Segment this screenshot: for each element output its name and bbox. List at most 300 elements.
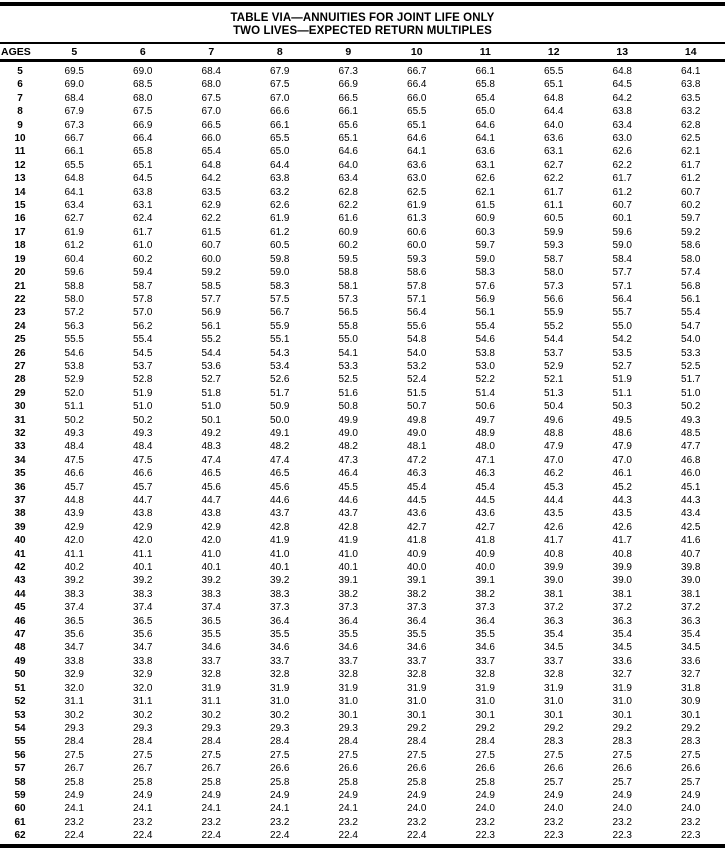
- multiple-cell: 58.8: [64, 280, 84, 292]
- multiple-cell: 51.6: [338, 387, 358, 399]
- age-cell: 61: [14, 816, 26, 828]
- table-row: [0, 601, 725, 614]
- age-cell: 28: [14, 374, 26, 386]
- multiple-cell: 62.5: [681, 133, 701, 145]
- multiple-cell: 62.7: [544, 159, 564, 171]
- table-row: [0, 507, 725, 520]
- multiple-cell: 24.1: [201, 803, 221, 815]
- multiple-cell: 66.5: [338, 92, 358, 104]
- multiple-cell: 39.2: [64, 575, 84, 587]
- multiple-cell: 42.6: [612, 521, 632, 533]
- age-cell: 43: [14, 575, 26, 587]
- table-row: [0, 387, 725, 400]
- multiple-cell: 46.6: [64, 468, 84, 480]
- multiple-cell: 45.1: [681, 481, 701, 493]
- multiple-cell: 28.3: [681, 736, 701, 748]
- multiple-cell: 59.0: [270, 267, 290, 279]
- multiple-cell: 31.0: [407, 696, 427, 708]
- multiple-cell: 31.0: [338, 696, 358, 708]
- multiple-cell: 62.2: [201, 213, 221, 225]
- age-cell: 38: [14, 508, 26, 520]
- multiple-cell: 33.7: [338, 655, 358, 667]
- multiple-cell: 24.9: [407, 789, 427, 801]
- multiple-cell: 38.1: [544, 588, 564, 600]
- multiple-cell: 67.0: [201, 106, 221, 118]
- multiple-cell: 58.3: [270, 280, 290, 292]
- multiple-cell: 31.9: [201, 682, 221, 694]
- multiple-cell: 29.2: [681, 722, 701, 734]
- multiple-cell: 68.4: [201, 66, 221, 77]
- multiple-cell: 57.3: [338, 293, 358, 305]
- multiple-cell: 32.8: [544, 669, 564, 681]
- multiple-cell: 41.9: [338, 535, 358, 547]
- table-row: [0, 668, 725, 681]
- multiple-cell: 69.0: [133, 66, 153, 77]
- multiple-cell: 38.1: [612, 588, 632, 600]
- multiple-cell: 43.7: [338, 508, 358, 520]
- table-row: [0, 266, 725, 279]
- multiple-cell: 33.8: [133, 655, 153, 667]
- multiple-cell: 64.6: [475, 119, 495, 131]
- multiple-cell: 22.3: [544, 830, 564, 842]
- multiple-cell: 41.1: [64, 548, 84, 560]
- multiple-cell: 48.4: [64, 441, 84, 453]
- multiple-cell: 34.6: [201, 642, 221, 654]
- multiple-cell: 35.4: [612, 629, 632, 641]
- multiple-cell: 55.8: [338, 320, 358, 332]
- multiple-cell: 65.5: [270, 133, 290, 145]
- age-cell: 47: [14, 629, 26, 641]
- multiple-cell: 38.3: [201, 588, 221, 600]
- multiple-cell: 29.2: [544, 722, 564, 734]
- multiple-cell: 64.8: [612, 66, 632, 77]
- multiple-cell: 46.0: [681, 468, 701, 480]
- multiple-cell: 57.7: [201, 293, 221, 305]
- multiple-cell: 35.5: [338, 629, 358, 641]
- multiple-cell: 54.8: [407, 334, 427, 346]
- table-row: [0, 816, 725, 829]
- multiple-cell: 33.7: [407, 655, 427, 667]
- multiple-cell: 66.1: [475, 66, 495, 77]
- age-cell: 9: [17, 119, 23, 131]
- multiple-cell: 58.4: [612, 253, 632, 265]
- multiple-cell: 62.5: [407, 186, 427, 198]
- table-row: [0, 440, 725, 453]
- multiple-cell: 24.9: [64, 789, 84, 801]
- age-cell: 45: [14, 602, 26, 614]
- multiple-cell: 66.5: [201, 119, 221, 131]
- multiple-cell: 42.5: [681, 521, 701, 533]
- multiple-cell: 40.8: [544, 548, 564, 560]
- multiple-cell: 35.5: [407, 629, 427, 641]
- age-cell: 19: [14, 253, 26, 265]
- multiple-cell: 47.2: [407, 454, 427, 466]
- multiple-cell: 52.9: [544, 360, 564, 372]
- multiple-cell: 30.1: [407, 709, 427, 721]
- multiple-cell: 41.6: [681, 535, 701, 547]
- age-cell: 18: [14, 240, 26, 252]
- multiple-cell: 67.9: [270, 66, 290, 77]
- multiple-cell: 24.9: [133, 789, 153, 801]
- multiple-cell: 53.0: [475, 360, 495, 372]
- multiple-cell: 64.1: [681, 66, 701, 77]
- ages-column-header: AGES: [0, 43, 40, 61]
- multiple-cell: 55.1: [270, 334, 290, 346]
- multiple-cell: 63.5: [201, 186, 221, 198]
- multiple-cell: 27.5: [407, 749, 427, 761]
- multiple-cell: 26.6: [612, 763, 632, 775]
- multiple-cell: 51.9: [612, 374, 632, 386]
- multiple-cell: 24.1: [64, 803, 84, 815]
- multiple-cell: 65.5: [544, 66, 564, 77]
- multiple-cell: 23.2: [612, 816, 632, 828]
- multiple-cell: 40.1: [133, 562, 153, 574]
- multiple-cell: 64.4: [270, 159, 290, 171]
- table-row: [0, 641, 725, 654]
- multiple-cell: 37.3: [407, 602, 427, 614]
- multiple-cell: 51.8: [201, 387, 221, 399]
- multiple-cell: 59.3: [544, 240, 564, 252]
- multiple-cell: 69.5: [64, 66, 84, 77]
- multiple-cell: 41.0: [270, 548, 290, 560]
- multiple-cell: 39.2: [201, 575, 221, 587]
- table-row: [0, 320, 725, 333]
- multiple-cell: 57.3: [544, 280, 564, 292]
- multiple-cell: 54.4: [544, 334, 564, 346]
- multiple-cell: 47.4: [270, 454, 290, 466]
- multiple-cell: 65.1: [407, 119, 427, 131]
- multiple-cell: 56.6: [544, 293, 564, 305]
- age-cell: 14: [14, 186, 26, 198]
- multiple-cell: 61.9: [270, 213, 290, 225]
- age-cell: 48: [14, 642, 26, 654]
- multiple-cell: 39.9: [544, 562, 564, 574]
- multiple-cell: 34.5: [612, 642, 632, 654]
- multiple-cell: 50.9: [270, 401, 290, 413]
- multiple-cell: 63.6: [407, 159, 427, 171]
- multiple-cell: 36.5: [201, 615, 221, 627]
- multiple-cell: 54.7: [681, 320, 701, 332]
- multiple-cell: 63.4: [64, 200, 84, 212]
- multiple-cell: 38.3: [64, 588, 84, 600]
- multiple-cell: 50.0: [270, 414, 290, 426]
- multiple-cell: 41.1: [133, 548, 153, 560]
- multiple-cell: 57.6: [475, 280, 495, 292]
- multiple-cell: 23.2: [407, 816, 427, 828]
- multiple-cell: 60.2: [681, 200, 701, 212]
- multiple-cell: 53.3: [338, 360, 358, 372]
- age-cell: 21: [14, 280, 26, 292]
- multiple-cell: 33.7: [544, 655, 564, 667]
- multiple-cell: 30.1: [612, 709, 632, 721]
- multiple-cell: 36.4: [475, 615, 495, 627]
- multiple-cell: 61.2: [681, 173, 701, 185]
- multiple-cell: 39.9: [612, 562, 632, 574]
- multiple-cell: 60.1: [612, 213, 632, 225]
- multiple-cell: 32.8: [338, 669, 358, 681]
- multiple-cell: 40.8: [612, 548, 632, 560]
- table-row: [0, 199, 725, 212]
- multiple-cell: 43.6: [407, 508, 427, 520]
- multiple-cell: 42.6: [544, 521, 564, 533]
- multiple-cell: 67.3: [338, 66, 358, 77]
- multiple-cell: 56.9: [201, 307, 221, 319]
- multiple-cell: 65.5: [407, 106, 427, 118]
- multiple-cell: 38.2: [407, 588, 427, 600]
- multiple-cell: 37.2: [544, 602, 564, 614]
- multiple-cell: 64.2: [612, 92, 632, 104]
- multiple-cell: 49.1: [270, 427, 290, 439]
- multiple-cell: 32.0: [64, 682, 84, 694]
- age-column-header-10: 10: [383, 43, 452, 61]
- multiple-cell: 48.3: [201, 441, 221, 453]
- multiple-cell: 45.5: [338, 481, 358, 493]
- multiple-cell: 56.9: [475, 293, 495, 305]
- multiple-cell: 42.9: [64, 521, 84, 533]
- multiple-cell: 33.6: [681, 655, 701, 667]
- multiple-cell: 23.2: [681, 816, 701, 828]
- multiple-cell: 66.1: [64, 146, 84, 158]
- multiple-cell: 65.1: [133, 159, 153, 171]
- age-cell: 44: [14, 588, 26, 600]
- table-row: [0, 628, 725, 641]
- multiple-cell: 45.4: [475, 481, 495, 493]
- multiple-cell: 52.6: [270, 374, 290, 386]
- multiple-cell: 44.8: [64, 495, 84, 506]
- age-cell: 37: [14, 495, 26, 506]
- multiple-cell: 36.5: [133, 615, 153, 627]
- multiple-cell: 22.3: [612, 830, 632, 842]
- multiple-cell: 49.6: [544, 414, 564, 426]
- table-body: [0, 61, 725, 843]
- multiple-cell: 30.1: [544, 709, 564, 721]
- multiple-cell: 48.1: [407, 441, 427, 453]
- multiple-cell: 49.0: [407, 427, 427, 439]
- multiple-cell: 68.4: [64, 92, 84, 104]
- multiple-cell: 50.7: [407, 401, 427, 413]
- multiple-cell: 41.8: [475, 535, 495, 547]
- multiple-cell: 38.3: [133, 588, 153, 600]
- age-cell: 52: [14, 696, 26, 708]
- multiple-cell: 55.9: [544, 307, 564, 319]
- multiple-cell: 48.6: [612, 427, 632, 439]
- multiple-cell: 55.6: [407, 320, 427, 332]
- multiple-cell: 69.0: [64, 79, 84, 91]
- multiple-cell: 41.8: [407, 535, 427, 547]
- multiple-cell: 56.7: [270, 307, 290, 319]
- multiple-cell: 34.6: [338, 642, 358, 654]
- multiple-cell: 25.8: [64, 776, 84, 788]
- multiple-cell: 47.3: [338, 454, 358, 466]
- multiple-cell: 39.1: [475, 575, 495, 587]
- multiple-cell: 49.7: [475, 414, 495, 426]
- multiple-cell: 46.1: [612, 468, 632, 480]
- multiple-cell: 68.0: [201, 79, 221, 91]
- multiple-cell: 53.2: [407, 360, 427, 372]
- multiple-cell: 60.7: [201, 240, 221, 252]
- multiple-cell: 66.6: [270, 106, 290, 118]
- multiple-cell: 64.5: [612, 79, 632, 91]
- age-column-header-13: 13: [588, 43, 657, 61]
- table-row: [0, 226, 725, 239]
- multiple-cell: 42.8: [270, 521, 290, 533]
- multiple-cell: 25.7: [544, 776, 564, 788]
- table-row: [0, 280, 725, 293]
- multiple-cell: 63.8: [612, 106, 632, 118]
- multiple-cell: 47.1: [475, 454, 495, 466]
- multiple-cell: 66.7: [64, 133, 84, 145]
- age-cell: 56: [14, 749, 26, 761]
- multiple-cell: 65.5: [64, 159, 84, 171]
- multiple-cell: 31.1: [133, 696, 153, 708]
- multiple-cell: 61.9: [64, 226, 84, 238]
- multiple-cell: 36.3: [681, 615, 701, 627]
- multiple-cell: 23.2: [338, 816, 358, 828]
- multiple-cell: 62.6: [270, 200, 290, 212]
- multiple-cell: 64.0: [338, 159, 358, 171]
- multiple-cell: 63.4: [338, 173, 358, 185]
- table-row: [0, 61, 725, 79]
- table-title: [0, 6, 725, 37]
- multiple-cell: 66.1: [338, 106, 358, 118]
- multiple-cell: 60.5: [544, 213, 564, 225]
- table-row: [0, 132, 725, 145]
- multiple-cell: 33.7: [201, 655, 221, 667]
- multiple-cell: 55.0: [612, 320, 632, 332]
- multiple-cell: 47.7: [681, 441, 701, 453]
- multiple-cell: 58.3: [475, 267, 495, 279]
- multiple-cell: 46.3: [407, 468, 427, 480]
- multiple-cell: 65.4: [201, 146, 221, 158]
- multiple-cell: 34.7: [133, 642, 153, 654]
- table-row: [0, 762, 725, 775]
- multiple-cell: 40.1: [338, 562, 358, 574]
- multiple-cell: 26.6: [338, 763, 358, 775]
- multiple-cell: 24.9: [475, 789, 495, 801]
- multiple-cell: 45.2: [612, 481, 632, 493]
- multiple-cell: 64.5: [133, 173, 153, 185]
- multiple-cell: 56.8: [681, 280, 701, 292]
- multiple-cell: 31.8: [681, 682, 701, 694]
- table-row: [0, 789, 725, 802]
- multiple-cell: 62.2: [544, 173, 564, 185]
- multiple-cell: 24.1: [338, 803, 358, 815]
- table-row: [0, 709, 725, 722]
- multiple-cell: 65.0: [475, 106, 495, 118]
- title-line-2: TWO LIVES—EXPECTED RETURN MULTIPLES: [233, 24, 492, 37]
- multiple-cell: 60.4: [64, 253, 84, 265]
- multiple-cell: 63.5: [681, 92, 701, 104]
- multiple-cell: 44.4: [544, 495, 564, 506]
- multiple-cell: 29.3: [270, 722, 290, 734]
- multiple-cell: 53.3: [681, 347, 701, 359]
- multiple-cell: 56.4: [407, 307, 427, 319]
- multiple-cell: 64.6: [338, 146, 358, 158]
- age-cell: 39: [14, 521, 26, 533]
- table-row: [0, 615, 725, 628]
- multiple-cell: 48.5: [681, 427, 701, 439]
- multiple-cell: 48.0: [475, 441, 495, 453]
- multiple-cell: 29.3: [338, 722, 358, 734]
- multiple-cell: 54.6: [475, 334, 495, 346]
- multiple-cell: 44.7: [201, 495, 221, 506]
- age-cell: 41: [14, 548, 26, 560]
- multiple-cell: 62.8: [338, 186, 358, 198]
- table-row: [0, 186, 725, 199]
- multiple-cell: 63.8: [681, 79, 701, 91]
- table-row: [0, 159, 725, 172]
- multiple-cell: 22.4: [338, 830, 358, 842]
- multiple-cell: 55.9: [270, 320, 290, 332]
- multiple-cell: 31.9: [338, 682, 358, 694]
- bottom-border-rule: [0, 844, 725, 848]
- multiple-cell: 68.0: [133, 92, 153, 104]
- multiple-cell: 59.8: [270, 253, 290, 265]
- multiple-cell: 29.2: [475, 722, 495, 734]
- multiple-cell: 48.2: [270, 441, 290, 453]
- multiple-cell: 46.5: [201, 468, 221, 480]
- multiple-cell: 24.0: [612, 803, 632, 815]
- title-line-1: TABLE VIA—ANNUITIES FOR JOINT LIFE ONLY: [230, 12, 495, 24]
- multiple-cell: 61.2: [612, 186, 632, 198]
- table-row: [0, 802, 725, 815]
- multiple-cell: 60.6: [407, 226, 427, 238]
- multiple-cell: 60.0: [201, 253, 221, 265]
- multiple-cell: 60.3: [475, 226, 495, 238]
- multiple-cell: 54.3: [270, 347, 290, 359]
- multiple-cell: 39.8: [681, 562, 701, 574]
- multiple-cell: 53.7: [133, 360, 153, 372]
- multiple-cell: 58.0: [64, 293, 84, 305]
- table-row: [0, 253, 725, 266]
- multiple-cell: 54.4: [201, 347, 221, 359]
- age-cell: 24: [14, 320, 26, 332]
- table-row: [0, 655, 725, 668]
- multiple-cell: 33.7: [270, 655, 290, 667]
- multiple-cell: 28.4: [64, 736, 84, 748]
- multiple-cell: 42.8: [338, 521, 358, 533]
- multiple-cell: 55.7: [612, 307, 632, 319]
- multiple-cell: 28.4: [133, 736, 153, 748]
- multiple-cell: 40.0: [407, 562, 427, 574]
- multiple-cell: 60.9: [475, 213, 495, 225]
- table-row: [0, 534, 725, 547]
- multiple-cell: 59.7: [681, 213, 701, 225]
- multiple-cell: 58.0: [544, 267, 564, 279]
- multiple-cell: 57.8: [133, 293, 153, 305]
- multiple-cell: 32.9: [133, 669, 153, 681]
- multiple-cell: 64.1: [64, 186, 84, 198]
- multiple-cell: 43.8: [133, 508, 153, 520]
- multiple-cell: 38.2: [475, 588, 495, 600]
- multiple-cell: 37.3: [270, 602, 290, 614]
- multiple-cell: 39.2: [133, 575, 153, 587]
- multiple-cell: 64.0: [544, 119, 564, 131]
- table-row: [0, 467, 725, 480]
- multiple-cell: 44.6: [270, 495, 290, 506]
- multiple-cell: 49.3: [133, 427, 153, 439]
- multiple-cell: 26.6: [681, 763, 701, 775]
- multiple-cell: 27.5: [133, 749, 153, 761]
- multiple-cell: 65.6: [338, 119, 358, 131]
- table-row: [0, 494, 725, 507]
- multiple-cell: 55.0: [338, 334, 358, 346]
- multiple-cell: 45.3: [544, 481, 564, 493]
- table-row: [0, 105, 725, 118]
- table-row: [0, 293, 725, 306]
- multiple-cell: 67.5: [201, 92, 221, 104]
- multiple-cell: 41.0: [201, 548, 221, 560]
